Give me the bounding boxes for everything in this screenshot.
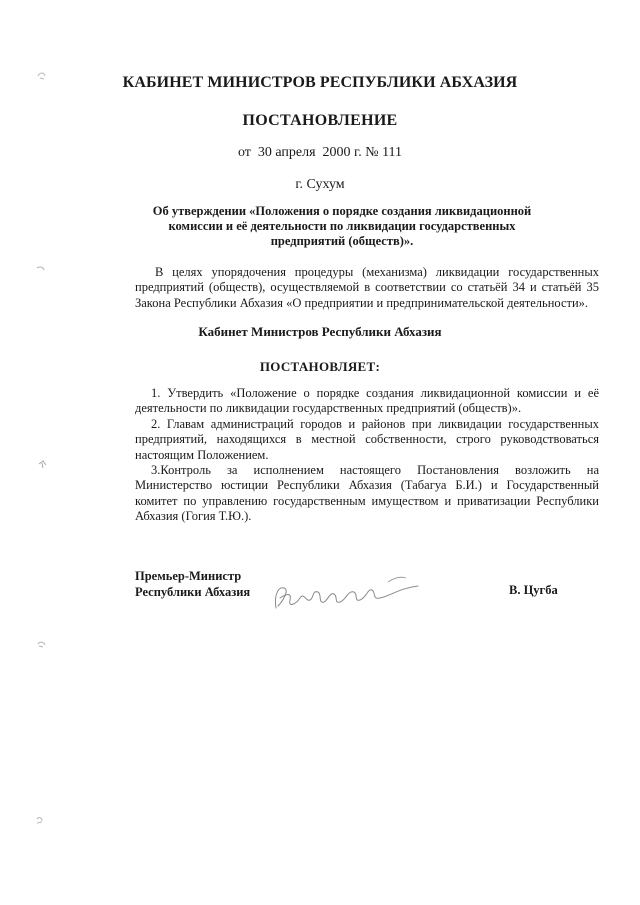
signatory-role-line-1: Премьер-Министр: [135, 569, 242, 583]
document-place: г. Сухум: [295, 177, 345, 192]
document-type: ПОСТАНОВЛЕНИЕ: [242, 112, 398, 129]
scan-mark: [36, 638, 48, 650]
document-date-number: от 30 апреля 2000 г. № 111: [237, 145, 403, 160]
preamble-paragraph: [135, 265, 599, 311]
resolution-items: [135, 386, 599, 525]
scan-mark: [34, 814, 46, 826]
document-subject: Об утверждении «Положения о порядке создания ликвидационной комиссии и её деятельности по ликвидации государственных предприятий (обществ)».: [152, 204, 532, 248]
resolution-item-3: 3.Контроль за исполнением настоящего Постановления возложить на Министерство юстиции Республики Абхазия (Табагуа Б.И.) и Государственный комитет по управлению государственным имуществом и приватизации Республики Абхазия (Гогия Т.Ю.).: [135, 463, 599, 524]
scan-mark: [36, 70, 48, 82]
preamble-text: В целях упорядочения процедуры (механизма) ликвидации государственных предприятий (обществ), осуществляемой в соответствии со статьёй 34 и статьёй 35 Закона Республики Абхазия «О предприятии и предпринимательской деятельности».: [135, 265, 599, 310]
resolves-heading: ПОСТАНОВЛЯЕТ:: [259, 359, 381, 374]
signatory-name: В. Цугба: [509, 583, 558, 597]
signatory-role: [135, 569, 250, 600]
scan-mark: [37, 458, 49, 470]
resolution-item-2: 2. Главам администраций городов и районов при ликвидации государственных предприятий, находящихся в местной собственности, строго руководствоваться настоящим Положением.: [135, 416, 599, 462]
scan-mark: [35, 263, 47, 275]
resolution-item-1: 1. Утвердить «Положение о порядке создания ликвидационной комиссии и её деятельности по ликвидации государственных предприятий (обществ)».: [135, 386, 599, 416]
issuer-line: Кабинет Министров Республики Абхазия: [198, 324, 442, 339]
handwritten-signature: [268, 568, 428, 618]
signatory-role-line-2: Республики Абхазия: [135, 584, 251, 599]
organization-header: КАБИНЕТ МИНИСТРОВ РЕСПУБЛИКИ АБХАЗИЯ: [122, 74, 518, 91]
